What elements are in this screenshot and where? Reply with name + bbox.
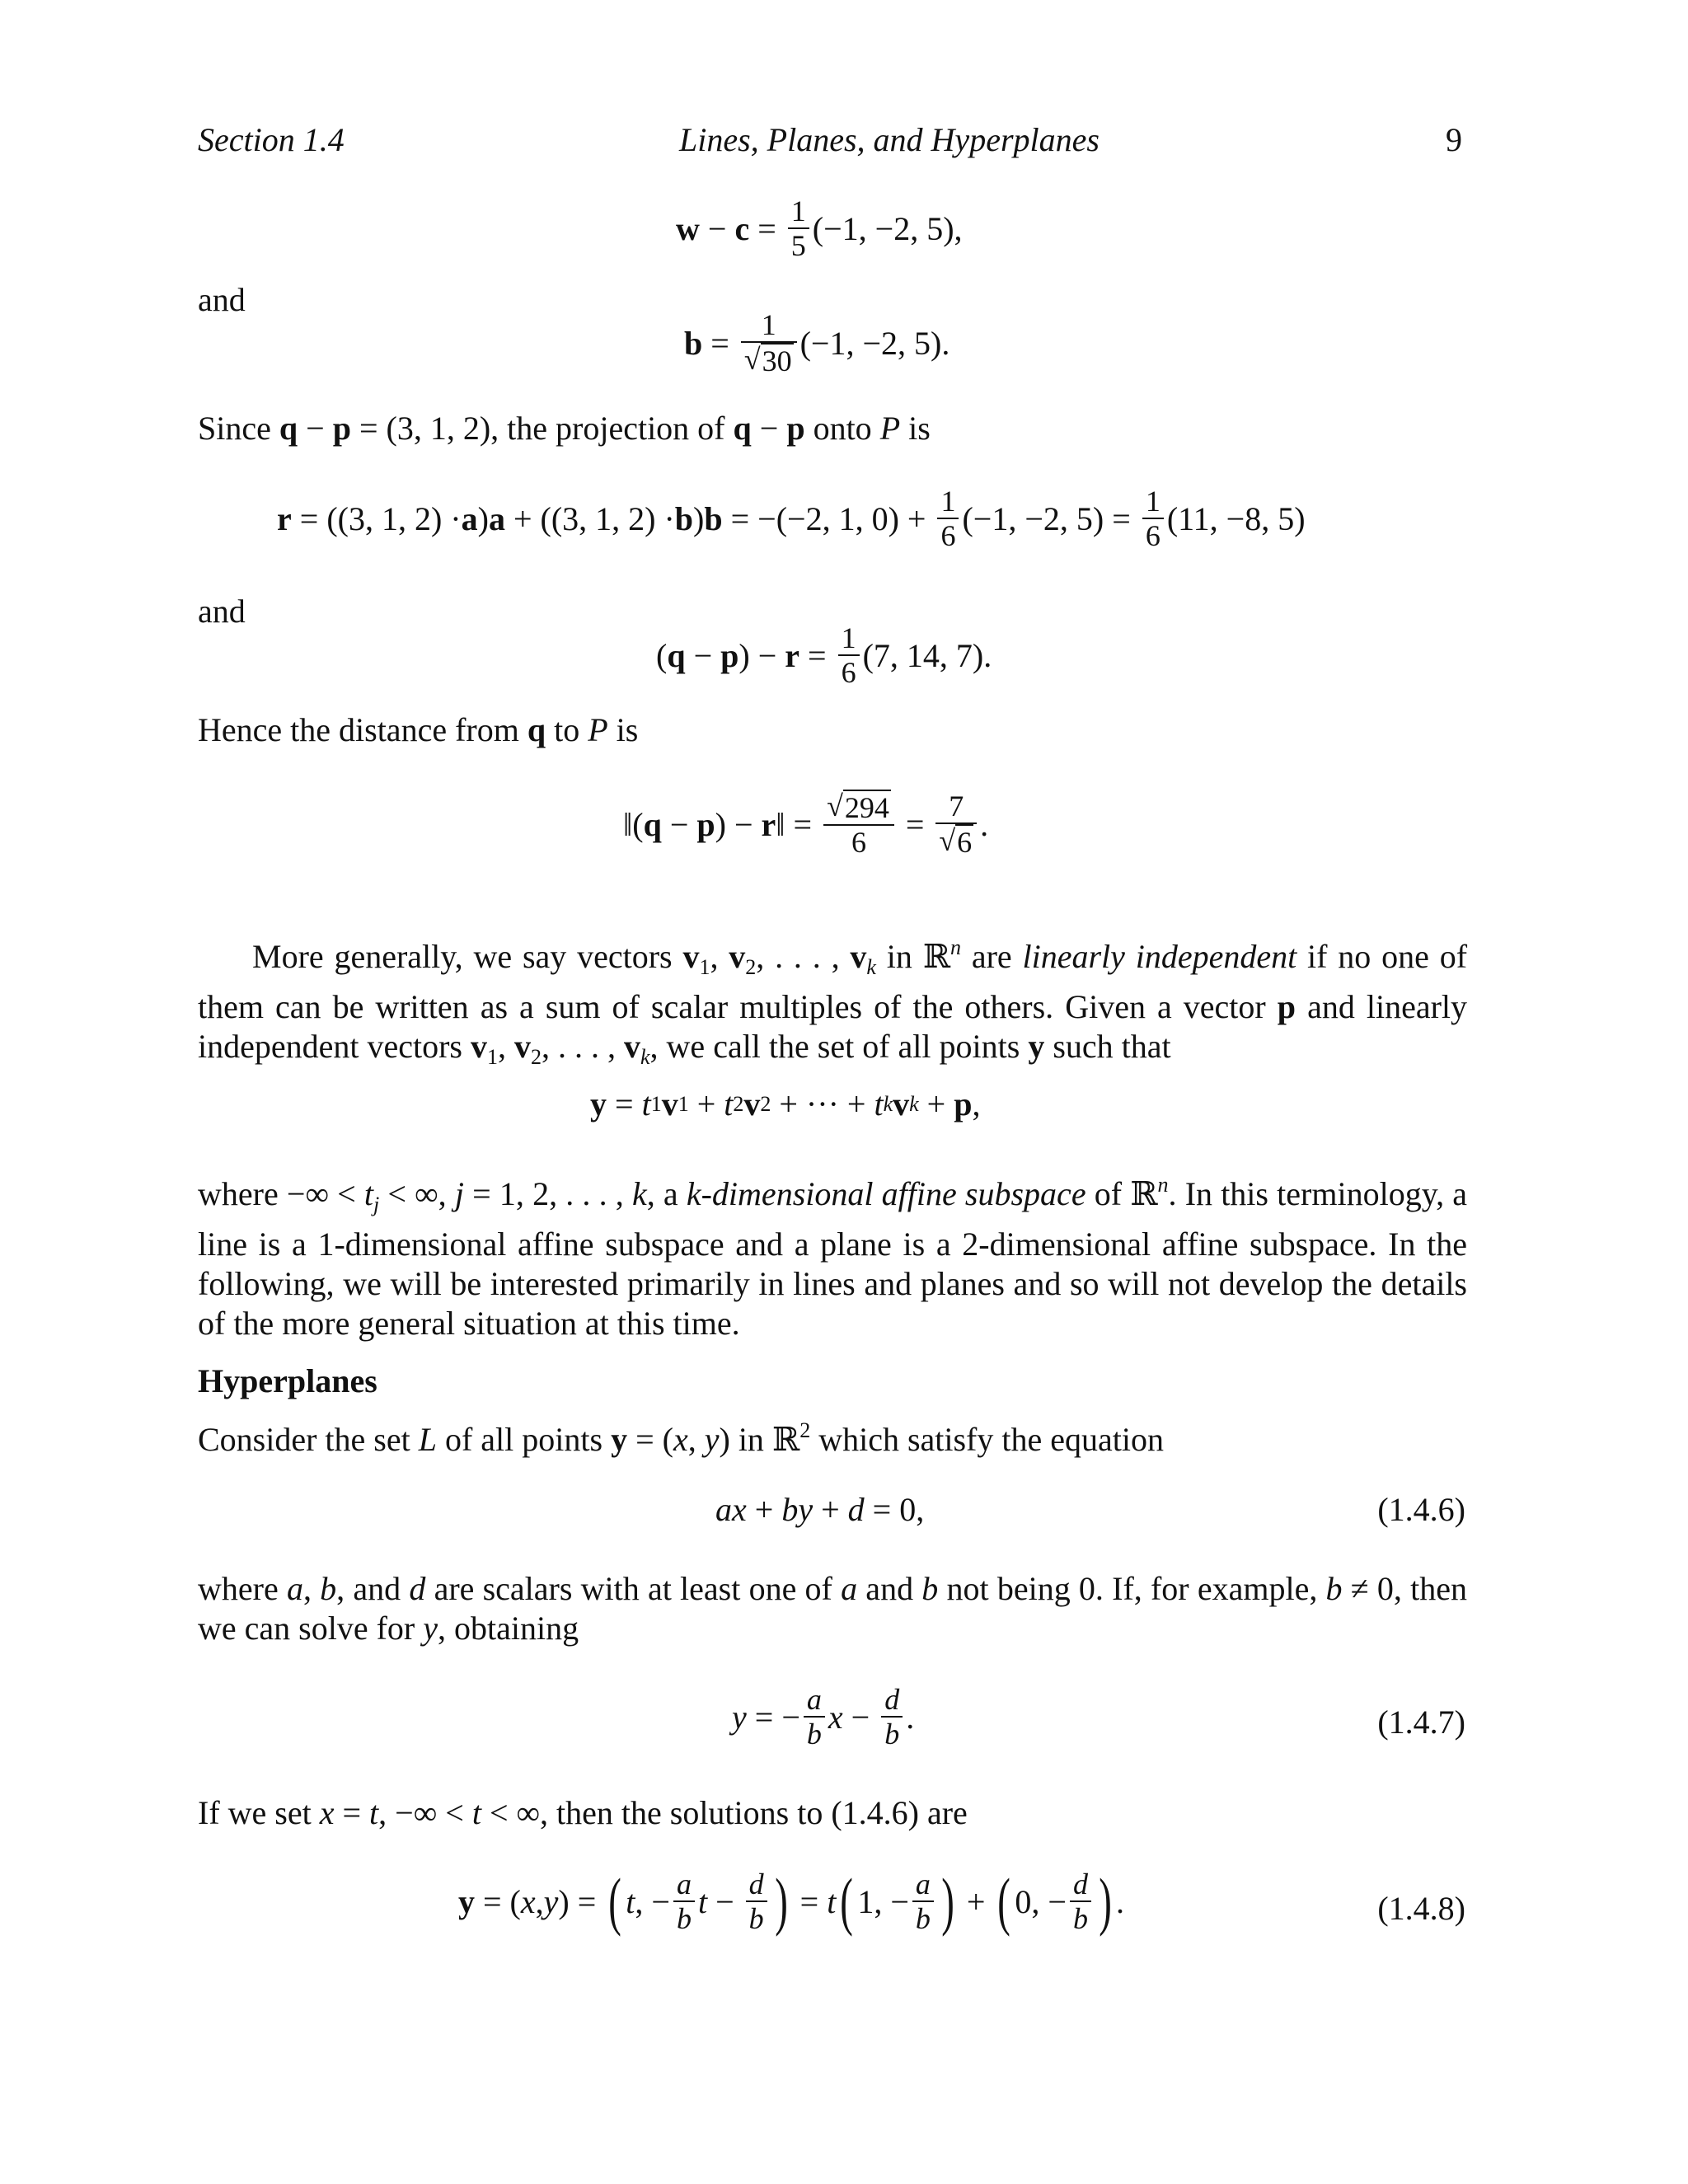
consider-line: Consider the set L of all points y = (x, y) in ℝ$^2$ which satisfy the equation (198, 1418, 1164, 1458)
equation-r: r = ((3, 1, 2) · a ) a + ((3, 1, 2) · b ) b = −(−2, 1, 0) + $\frac{1}{6}$ (−1, −2, 5) = $\frac{1}{6}$ (11, −8, 5) (277, 485, 1306, 552)
equation-w-minus-c: w − c = $\frac{1}{5}$ (−1, −2, 5), (676, 194, 963, 262)
since-line: Since q − p = (3, 1, 2), the projection of q − p onto P is (198, 410, 931, 447)
text-and-2: and (198, 593, 246, 630)
paragraph-linear-independence: More generally, we say vectors $v_1$, $v_2$, . . . , $v_k$ in ℝ$^n$ are linearly independent if no one of them can be written as a sum of scalar multiples of the others. Given a vector p and linearly independent vectors $v_1$, $v_2$, . . . , $v_k$, we call the set of all points y such that (198, 935, 1468, 1069)
equation-b: b = 1 √ 30 (−1, −2, 5). (684, 308, 950, 377)
page-number: 9 (1446, 121, 1462, 158)
text-and-1: and (198, 281, 246, 318)
section-heading-hyperplanes: Hyperplanes (198, 1362, 377, 1399)
equation-solve-y: y = − $\frac{a}{b}$ x − $\frac{d}{b}$ . (732, 1683, 915, 1750)
equation-number-1-4-6: (1.4.6) (1377, 1491, 1465, 1528)
equation-line: ax + by + d = 0, (715, 1491, 925, 1528)
equation-number-1-4-8: (1.4.8) (1377, 1890, 1465, 1927)
paragraph-affine-definition: where −∞ < $t_j$ < ∞, j = 1, 2, . . . , k, a k-dimensional affine subspace of ℝ$^n$. In this terminology, a line is a 1-dimensional affine subspace and a plane is a 2-dimensional affine subspace. In the following, we will be interested primarily in lines and planes and so will not develop the details of the more general situation at this time. (198, 1173, 1468, 1342)
equation-qp-minus-r: ( q − p ) − r = $\frac{1}{6}$ (7, 14, 7). (656, 621, 992, 689)
equation-distance: ‖( q − p ) − r ‖ = √ 294 6 = 7 √ 6 . (623, 790, 989, 859)
if-we-set-line: If we set x = t, −∞ < t < ∞, then the solutions to (1.4.6) are (198, 1794, 968, 1831)
hence-line: Hence the distance from q to P is (198, 711, 639, 748)
running-header-section: Section 1.4 (198, 121, 345, 158)
equation-number-1-4-7: (1.4.7) (1377, 1704, 1465, 1741)
equation-affine-subspace: y = t 1 v 1 + t 2 v 2 + ··· + t k v k + p , (590, 1085, 981, 1122)
running-header-title: Lines, Planes, and Hyperplanes (679, 121, 1100, 158)
paragraph-scalars: where a, b, and d are scalars with at least one of a and b not being 0. If, for example, b ≠ 0, then we can solve for y, obtaining (198, 1570, 1468, 1647)
equation-parametric: y = ( x , y ) = ( t , − $\frac{a}{b}$ t − $\frac{d}{b}$ ) = t ( 1, − $\frac{a}{b}$ ) + ( 0, − $\frac{d}{b}$ ) . (458, 1865, 1124, 1937)
